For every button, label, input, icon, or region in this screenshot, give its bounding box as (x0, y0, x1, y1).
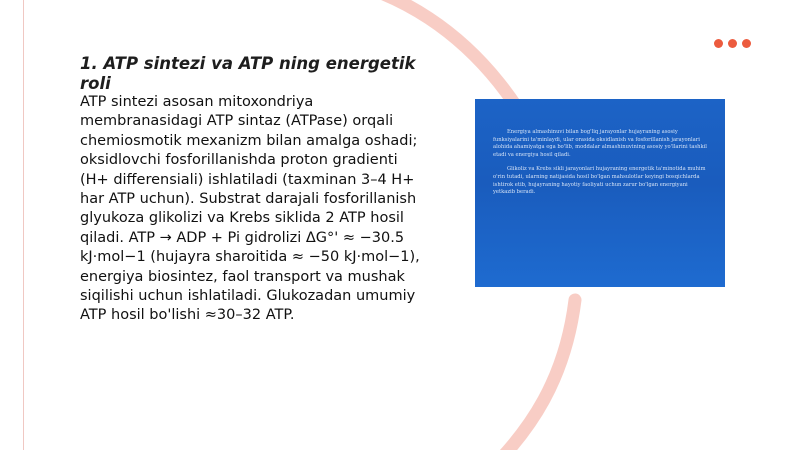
slide-title: 1. ATP sintezi va ATP ning energetik roli (80, 54, 416, 93)
slide-body-text: ATP sintezi asosan mitoxondriya membranasidagi ATP sintaz (ATPase) orqali chemiosmotik mexanizm bilan amalga oshadi; oksidlovchi fosforillanishda proton gradienti (H+ differensiali) ishlatiladi (taxminan 3–4 H+ har ATP uchun). Substrat darajali fosforillanish glyukoza glikolizi va Krebs siklida 2 ATP hosil qiladi. ATP → ADP + Pi gidrolizi ΔG°' ≈ −30.5 kJ·mol−1 (hujayra sharoitida ≈ −50 kJ·mol−1), energiya biosintez, faol transport va mushak siqilishi uchun ishlatiladi. Glukozadan umumiy ATP hosil bo'lishi ≈30–32 ATP. (80, 94, 420, 324)
more-dots-icon (714, 39, 751, 48)
dot-2 (728, 39, 737, 48)
image-paragraph-1: Energiya almashinuvi bilan bog'liq jarayonlar hujayraning asosiy funksiyalarini ta'minlaydi, ular orasida oksidlanish va fosforillanish jarayonlari alohida ahamiyatga ega bo'lib, moddalar almashinuvining asosiy yo'llarini tashkil etadi va energiya hosil qiladi. (493, 129, 707, 158)
dot-1 (714, 39, 723, 48)
text-image-figure (475, 99, 725, 287)
decorative-arc-lower (490, 300, 575, 450)
dot-3 (742, 39, 751, 48)
image-paragraph-2: Glikoliz va Krebs sikli jarayonlari hujayraning energetik ta'minotida muhim o'rin tutadi, ularning natijasida hosil bo'lgan mahsulotlar keyingi bosqichlarda ishtirok etib, hujayraning hayotiy faoliyati uchun zarur bo'lgan energiyani yetkazib beradi. (493, 166, 706, 196)
left-border-line (23, 0, 24, 450)
